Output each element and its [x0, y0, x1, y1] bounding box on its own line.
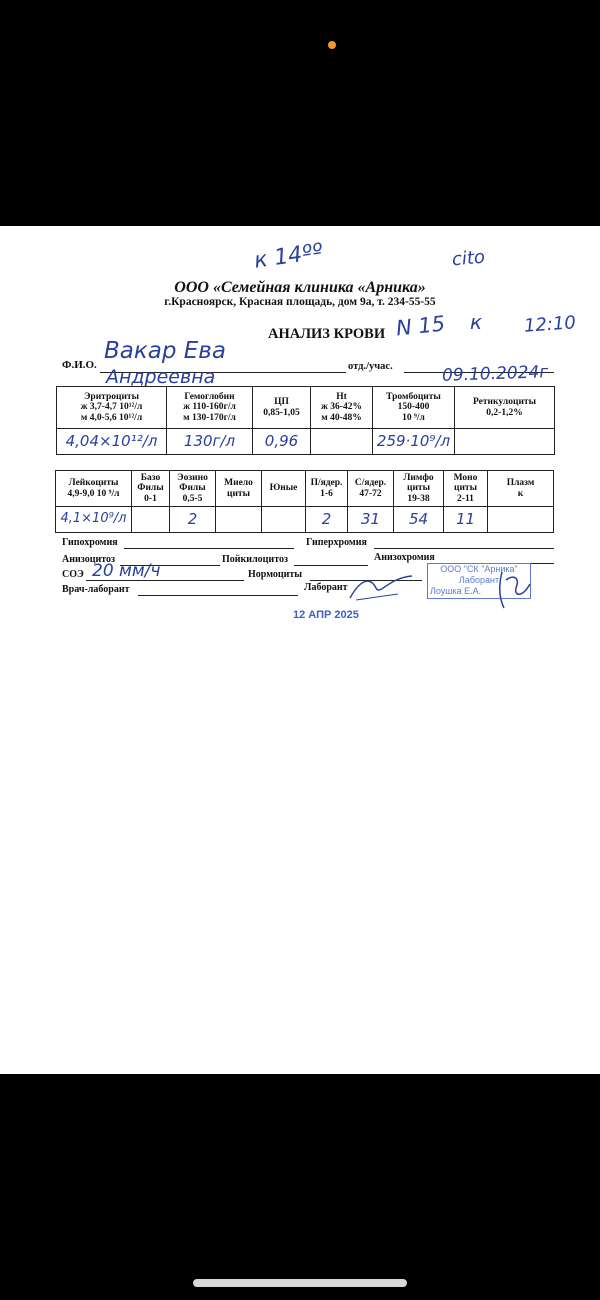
handwritten-top-note: к 14ºº [252, 239, 325, 274]
leukocyte-table [55, 470, 554, 533]
anisochromia-label: Анизохромия [374, 552, 435, 563]
doctor-label: Врач-лаборант [62, 584, 130, 595]
value-platelets: 259·10⁹/л [373, 429, 455, 455]
header-juvenile: Юные [262, 471, 306, 507]
value-erythrocytes: 4,04×10¹²/л [57, 429, 167, 455]
soe-value: 20 мм/ч [92, 561, 161, 581]
header-eosinophils: Эозино Филы 0,5-5 [170, 471, 216, 507]
value-hematocrit [311, 429, 373, 455]
clinic-address: г.Красноярск, Красная площадь, дом 9а, т. 234-55-55 [164, 296, 436, 308]
document-blank-area [0, 646, 600, 1074]
hyperchromia-line [374, 548, 554, 549]
handwritten-time: 12:10 [523, 312, 577, 337]
header-basophils: Базо Филы 0-1 [132, 471, 170, 507]
camera-indicator-dot [328, 41, 336, 49]
hypochromia-line [124, 548, 294, 549]
lab-label: Лаборант [304, 582, 348, 593]
value-color-index: 0,96 [253, 429, 311, 455]
stamp-signature [494, 564, 536, 614]
value-band: 2 [306, 507, 348, 533]
poikilocytosis-label: Пойкилоцитоз [222, 554, 288, 565]
dept-label: отд./учас. [348, 361, 393, 372]
header-platelets: Тромбоциты 150-400 10 ⁹/л [373, 387, 455, 429]
soe-label: СОЭ [62, 569, 84, 580]
stamp-line1: ООО "СК "Арника" [440, 564, 518, 574]
header-monocytes: Моно циты 2-11 [444, 471, 488, 507]
value-basophils [132, 507, 170, 533]
form-title: АНАЛИЗ КРОВИ [268, 326, 386, 342]
header-erythrocytes: Эритроциты ж 3,7-4,7 10¹²/л м 4,0-5,6 10¹²/л [57, 387, 167, 429]
header-band: П/ядер. 1-6 [306, 471, 348, 507]
anisocytosis-label: Анизоцитоз [62, 554, 116, 565]
value-juvenile [262, 507, 306, 533]
value-myelocytes [216, 507, 262, 533]
patient-name-line1: Вакар Ева [104, 338, 226, 364]
analysis-date: 09.10.2024г [441, 362, 549, 386]
header-leukocytes: Лейкоциты 4,9-9,0 10 ⁹/л [56, 471, 132, 507]
header-plasma: Плазм к [488, 471, 554, 507]
header-hematocrit: Ht ж 36-42% м 40-48% [311, 387, 373, 429]
value-hemoglobin: 130г/л [167, 429, 253, 455]
clinic-name: ООО «Семейная клиника «Арника» [174, 279, 426, 296]
stamp-line3: Лоушка Е.А. [430, 586, 482, 596]
value-eosinophils: 2 [170, 507, 216, 533]
value-reticulocytes [455, 429, 555, 455]
fio-label: Ф.И.О. [62, 359, 97, 371]
header-color-index: ЦП 0,85-1,05 [253, 387, 311, 429]
value-lymphocytes: 54 [394, 507, 444, 533]
date-stamp: 12 АПР 2025 [293, 609, 359, 621]
header-lymphocytes: Лимфо циты 19-38 [394, 471, 444, 507]
signature-mark [346, 570, 416, 604]
stamp-line2: Лаборант [458, 575, 500, 585]
poikilocytosis-line [294, 565, 368, 566]
doctor-line [138, 595, 298, 596]
value-plasma [488, 507, 554, 533]
handwritten-number: N 15 [394, 311, 447, 341]
handwritten-cito: cito [451, 246, 486, 271]
hyperchromia-label: Гиперхромия [306, 537, 367, 548]
value-leukocytes: 4,1×10⁹/л [56, 507, 132, 533]
header-hemoglobin: Гемоглобин ж 110-160г/л м 130-170г/л [167, 387, 253, 429]
header-segmented: С/ядер. 47-72 [348, 471, 394, 507]
normocytes-label: Нормоциты [248, 569, 303, 580]
header-reticulocytes: Ретикулоциты 0,2-1,2% [455, 387, 555, 429]
handwritten-k: к [470, 310, 483, 334]
value-monocytes: 11 [444, 507, 488, 533]
patient-name-line2: Андреевна [106, 366, 216, 388]
home-indicator[interactable] [193, 1279, 407, 1287]
header-myelocytes: Миело циты [216, 471, 262, 507]
value-segmented: 31 [348, 507, 394, 533]
erythrocyte-table [56, 386, 555, 455]
hypochromia-label: Гипохромия [62, 537, 118, 548]
